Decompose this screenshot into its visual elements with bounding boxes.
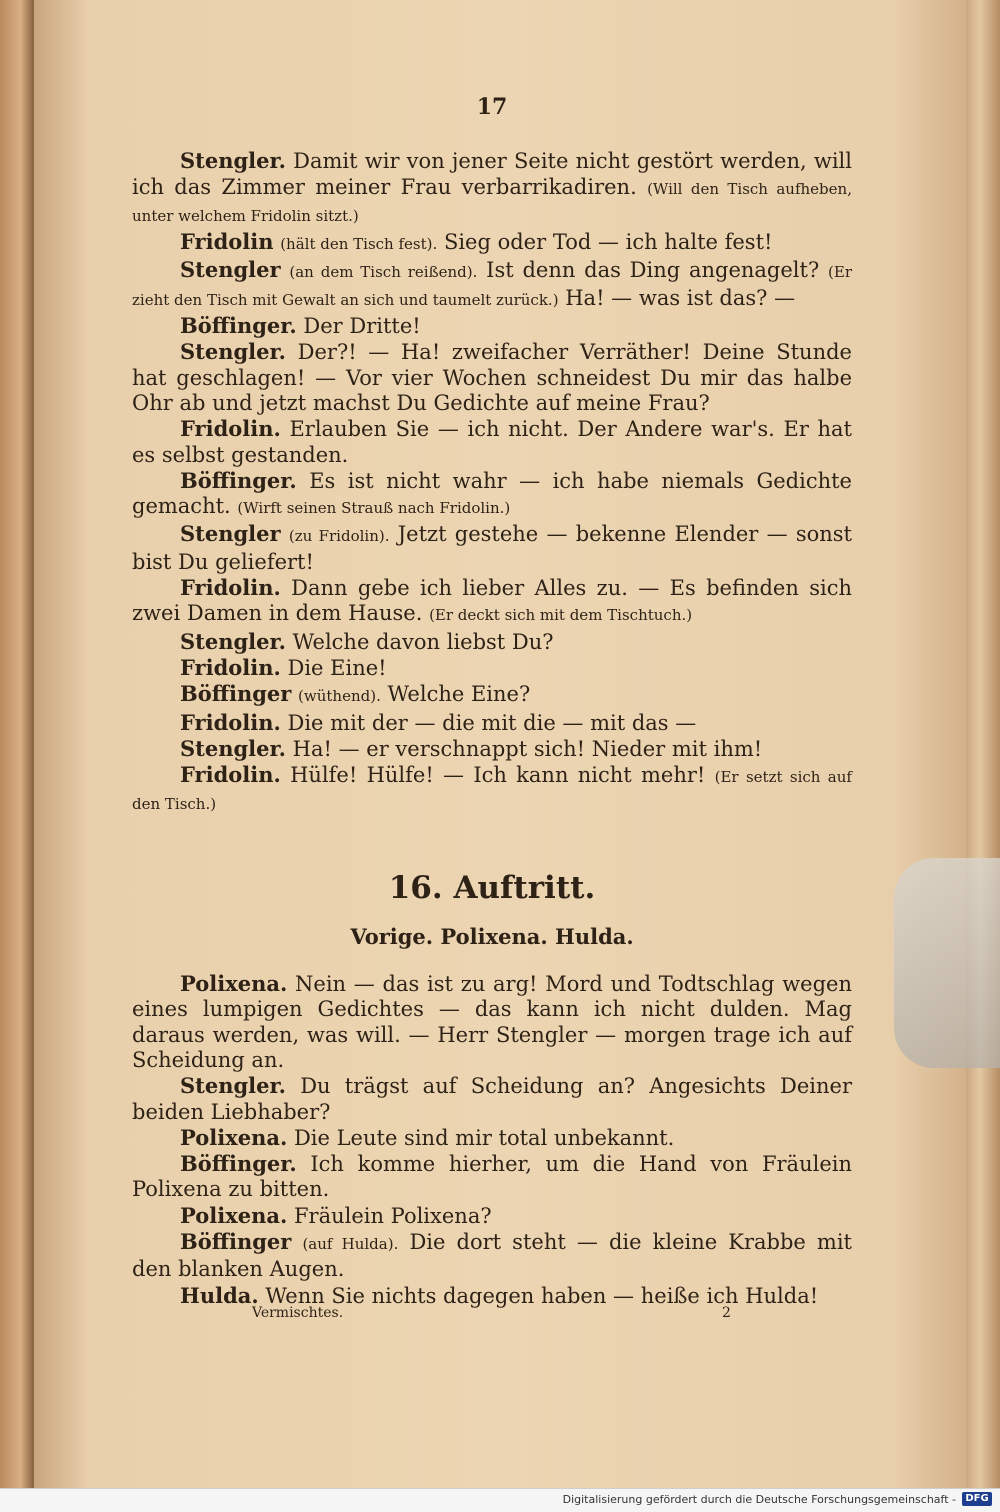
speech-text: Wenn Sie nichts dagegen haben — heiße ich Hulda! [265, 1283, 819, 1308]
speech-text: Welche davon liebst Du? [292, 629, 554, 654]
speech-line [132, 629, 852, 655]
speech-text: Die Leute sind mir total unbekannt. [293, 1125, 675, 1150]
speaker-name: Fridolin. [180, 762, 281, 788]
speaker-name: Polixena. [180, 971, 288, 997]
speaker-name: Stengler [180, 257, 281, 283]
speaker-name: Böffinger. [180, 467, 297, 493]
speech-line [132, 736, 852, 762]
speech-text: Ha! — was ist das? — [565, 285, 796, 310]
speaker-name: Hulda. [180, 1282, 259, 1308]
speech-text: Fräulein Polixena? [293, 1203, 492, 1228]
speaker-name: Stengler. [180, 735, 286, 761]
stage-direction: (wüthend). [298, 687, 381, 706]
dialogue-block-1 [132, 148, 852, 817]
stage-direction: (Er deckt sich mit dem Tischtuch.) [429, 606, 693, 625]
speech-line [132, 762, 852, 818]
scene-cast: Vorige. Polixena. Hulda. [350, 923, 634, 949]
speech-line [132, 971, 852, 1073]
page-text [132, 95, 852, 1309]
speaker-name: Fridolin [180, 229, 274, 255]
right-page-edge [966, 0, 1000, 1488]
speech-line [132, 148, 852, 229]
speech-line [132, 575, 852, 629]
stage-direction: (Er zieht den Tisch mit Gewalt an sich und taumelt zurück.) [132, 263, 853, 309]
speech-text: Es ist nicht wahr — ich habe niemals Gedichte gemacht. [132, 468, 852, 519]
speech-text: Hülfe! Hülfe! — Ich kann nicht mehr! [290, 763, 706, 788]
page-clip [894, 858, 1000, 1068]
page-number: 17 [476, 94, 508, 120]
speaker-name: Stengler. [180, 339, 286, 365]
speech-line [132, 416, 852, 468]
speech-text: Ich komme hierher, um die Hand von Fräulein Polixena zu bitten. [132, 1152, 852, 1202]
speaker-name: Stengler. [180, 1073, 286, 1099]
speech-text: Die dort steht — die kleine Krabbe mit den blanken Augen. [132, 1229, 852, 1282]
speaker-name: Polixena. [180, 1124, 288, 1150]
speech-line [132, 655, 852, 681]
speaker-name: Fridolin. [180, 416, 281, 442]
speech-line [132, 1073, 852, 1125]
speech-text: Dann gebe ich lieber Alles zu. — Es befinden sich zwei Damen in dem Hause. [132, 576, 852, 626]
speaker-name: Fridolin. [180, 575, 281, 601]
speaker-name: Fridolin. [180, 654, 281, 680]
stage-direction: (Wirft seinen Strauß nach Fridolin.) [237, 499, 511, 518]
speech-text: Die Eine! [287, 655, 387, 680]
speaker-name: Stengler. [180, 148, 286, 174]
speaker-name: Böffinger [180, 681, 292, 707]
speech-line [132, 1125, 852, 1151]
speech-line [132, 710, 852, 736]
speech-line [132, 1203, 852, 1229]
speaker-name: Böffinger. [180, 313, 297, 339]
signature-mark: Vermischtes. [252, 1305, 344, 1321]
scene-title: 16. Auftritt. [388, 869, 596, 906]
speaker-name: Polixena. [180, 1202, 288, 1228]
speech-text: Ha! — er verschnappt sich! Nieder mit ihm! [292, 736, 763, 761]
speech-line [132, 468, 852, 522]
speech-line [132, 1283, 852, 1309]
speech-text: Sieg oder Tod — ich halte fest! [443, 230, 773, 255]
speech-line [132, 313, 852, 339]
speech-text: Der?! — Ha! zweifacher Verräther! Deine Stunde hat geschlagen! — Vor vier Wochen schneidest Du mir das halbe Ohr ab und jetzt machst Du Gedichte auf meine Frau? [132, 340, 852, 415]
speaker-name: Böffinger [180, 1228, 292, 1254]
speech-text: Nein — das ist zu arg! Mord und Todtschlag wegen eines lumpigen Gedichtes — das kann ich nicht dulden. Mag daraus werden, was will. — Herr Stengler — morgen trage ich auf Scheidung an. [132, 972, 852, 1072]
speaker-name: Fridolin. [180, 709, 281, 735]
speech-text: Welche Eine? [387, 682, 531, 707]
left-page-edge [0, 0, 34, 1511]
speaker-name: Stengler [180, 521, 281, 547]
speech-line [132, 339, 852, 416]
speech-text: Jetzt gestehe — bekenne Elender — sonst bist Du geliefert! [132, 522, 852, 574]
speaker-name: Stengler. [180, 628, 286, 654]
speech-text: Die mit der — die mit die — mit das — [287, 710, 697, 735]
stage-direction: (auf Hulda). [302, 1234, 399, 1253]
speech-line [132, 1151, 852, 1203]
speech-line [132, 1229, 852, 1283]
stage-direction: (hält den Tisch fest). [280, 235, 438, 254]
stage-direction: (an dem Tisch reißend). [289, 263, 478, 282]
speech-line [132, 229, 852, 257]
speech-text: Du trägst auf Scheidung an? Angesichts Deiner beiden Liebhaber? [132, 1074, 852, 1124]
speech-line [132, 681, 852, 709]
speech-text: Der Dritte! [303, 314, 421, 339]
speech-text: Erlauben Sie — ich nicht. Der Andere war's. Er hat es selbst gestanden. [132, 417, 852, 467]
stage-direction: (zu Fridolin). [288, 527, 390, 546]
stage-direction: (Will den Tisch aufheben, unter welchem Fridolin sitzt.) [132, 179, 852, 225]
dialogue-block-2 [132, 971, 852, 1309]
digitization-note: Digitalisierung gefördert durch die Deutsche Forschungsgemeinschaft - [562, 1493, 956, 1506]
sheet-number: 2 [722, 1305, 731, 1321]
dfg-logo: DFG [962, 1492, 992, 1506]
speech-line [132, 521, 852, 575]
stage-direction: (Er setzt sich auf den Tisch.) [132, 768, 852, 814]
speaker-name: Böffinger. [180, 1151, 297, 1177]
speech-text: Ist denn das Ding angenagelt? [486, 258, 820, 283]
speech-text: Damit wir von jener Seite nicht gestört werden, will ich das Zimmer meiner Frau verbarrikadiren. [132, 149, 852, 199]
speech-line [132, 257, 852, 313]
